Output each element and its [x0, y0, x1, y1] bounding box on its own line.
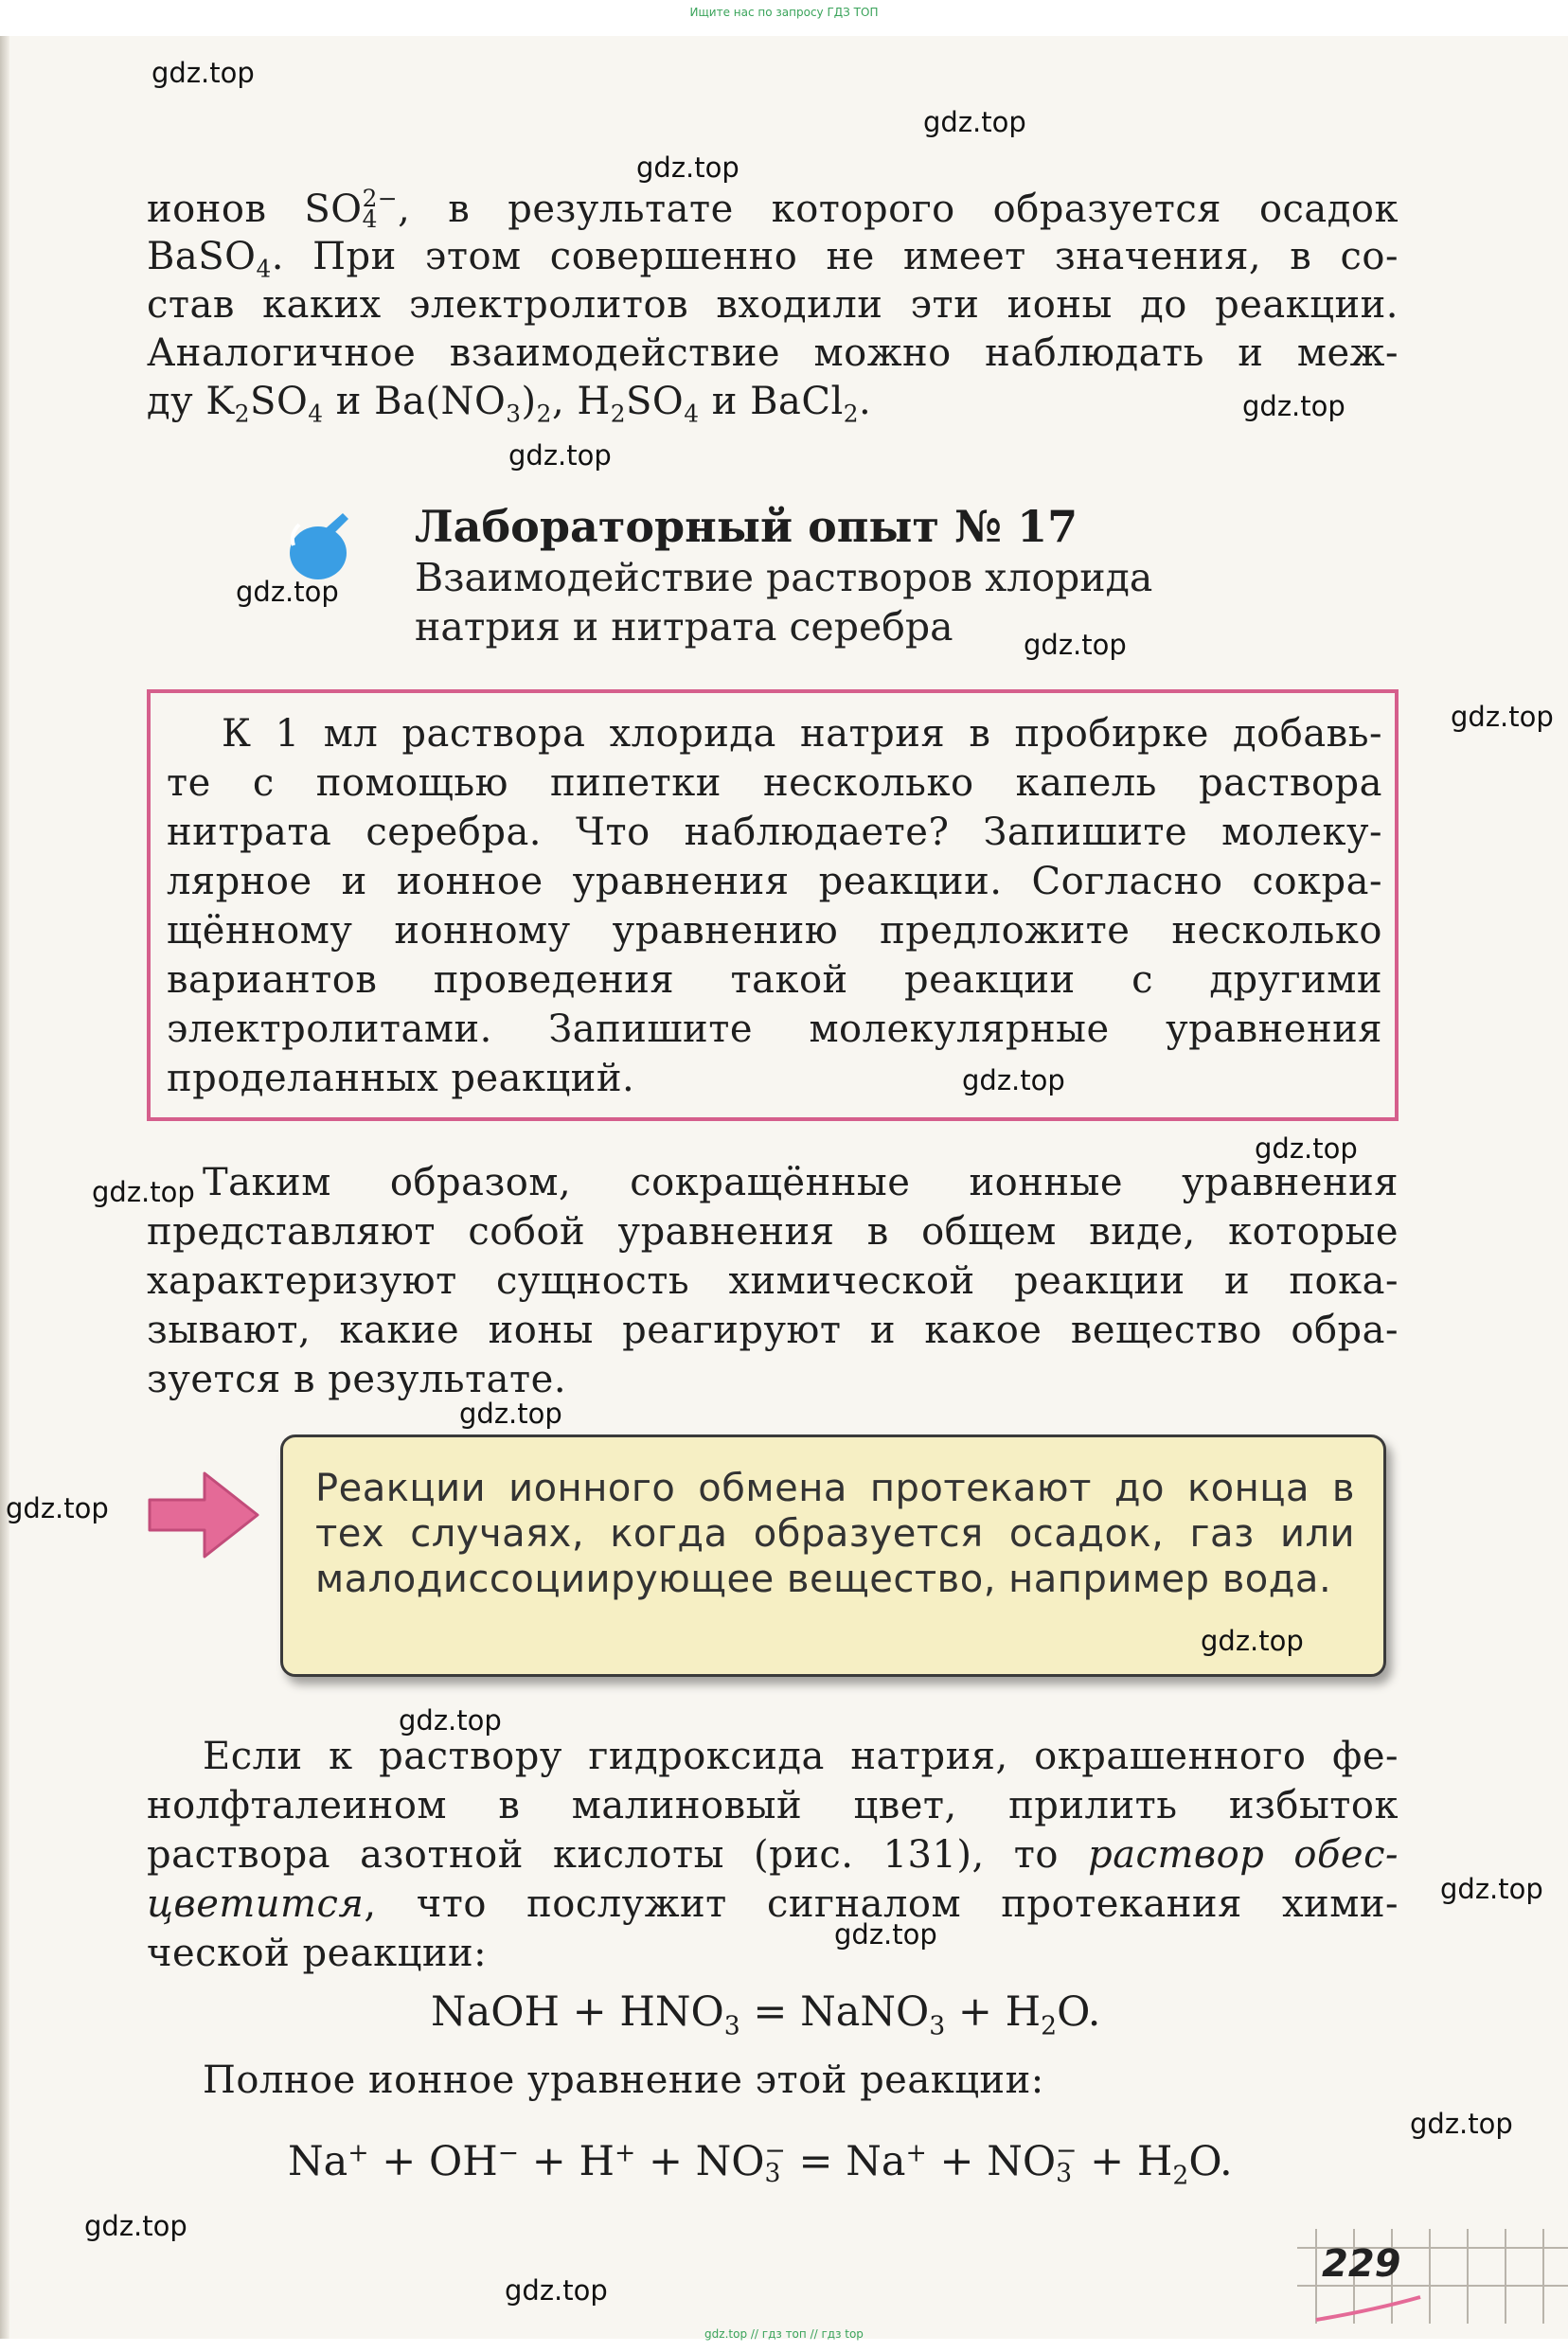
lab-subtitle-line-1: Взаимодействие растворов хлорида: [415, 555, 1153, 600]
intro-line-4: Аналогичное взаимодействие можно наблюдать и меж-: [147, 331, 1399, 375]
task-line-8: проделанных реакций.: [167, 1057, 635, 1100]
example-line-1: Если к раствору гидроксида натрия, окрашенного фе-: [203, 1735, 1399, 1778]
watermark: gdz.top: [1201, 1625, 1304, 1657]
intro-line-3: став каких электролитов входили эти ионы до реакции.: [147, 283, 1399, 327]
watermark: gdz.top: [923, 106, 1026, 138]
ionic-equation: Na+ + OH− + H+ + NO − 3 = Na+ + NO − 3 + $H_2O$.: [288, 2135, 1233, 2191]
watermark: gdz.top: [834, 1918, 937, 1951]
summary-line-5: зуется в результате.: [147, 1358, 567, 1401]
page-number: 229: [1322, 2242, 1401, 2286]
book-spine-shadow: [0, 36, 9, 2339]
watermark: gdz.top: [236, 576, 339, 608]
watermark: gdz.top: [399, 1704, 502, 1737]
watermark: gdz.top: [1410, 2108, 1513, 2140]
task-line-2: те с помощью пипетки несколько капель раствора: [167, 761, 1382, 805]
task-line-5: щённому ионному уравнению предложите несколько: [167, 909, 1382, 953]
watermark: gdz.top: [151, 57, 255, 89]
watermark: gdz.top: [1242, 390, 1345, 422]
header-banner: Ищите нас по запросу ГДЗ ТОП: [689, 6, 879, 19]
lab-title: Лабораторный опыт № 17: [415, 501, 1078, 552]
task-line-1: К 1 мл раствора хлорида натрия в пробирке добавь-: [222, 712, 1382, 756]
watermark: gdz.top: [1024, 629, 1127, 661]
watermark: gdz.top: [962, 1064, 1065, 1096]
watermark: gdz.top: [1451, 701, 1554, 733]
summary-line-2: представляют собой уравнения в общем виде, которые: [147, 1210, 1399, 1254]
task-line-6: вариантов проведения такой реакции с другими: [167, 958, 1382, 1002]
task-line-4: лярное и ионное уравнения реакции. Согласно сокра-: [167, 860, 1382, 903]
summary-line-1: Таким образом, сокращённые ионные уравнения: [203, 1161, 1399, 1204]
intro-line-1: ионов SO 2− 4 , в результате которого образуется осадок: [147, 184, 1399, 234]
lab-subtitle-line-2: натрия и нитрата серебра: [415, 604, 953, 650]
arrow-right-icon: [142, 1466, 265, 1564]
full-ionic-intro: Полное ионное уравнение этой реакции:: [203, 2058, 1044, 2102]
watermark: gdz.top: [1255, 1132, 1358, 1165]
example-line-2: нолфталеином в малиновый цвет, прилить избыток: [147, 1784, 1399, 1827]
watermark: gdz.top: [505, 2274, 608, 2307]
task-line-3: нитрата серебра. Что наблюдаете? Запишите молеку-: [167, 811, 1382, 854]
watermark: gdz.top: [92, 1176, 195, 1208]
watermark: gdz.top: [508, 439, 612, 472]
task-line-7: электролитами. Запишите молекулярные уравнения: [167, 1007, 1382, 1051]
footer-banner: gdz.top // гдз топ // гдз top: [704, 2327, 864, 2341]
watermark: gdz.top: [6, 1492, 109, 1524]
watermark: gdz.top: [636, 151, 739, 184]
summary-line-3: характеризуют сущность химической реакции и пока-: [147, 1259, 1399, 1303]
example-line-4: цветится, что послужит сигналом протекания хими-: [147, 1882, 1399, 1926]
watermark: gdz.top: [84, 2210, 187, 2242]
rule-callout-text: Реакции ионного обмена протекают до конца в тех случаях, когда образуется осадок, газ или малодиссоциирующее вещество, например вода.: [315, 1467, 1355, 1601]
watermark: gdz.top: [459, 1398, 562, 1430]
summary-line-4: зывают, какие ионы реагируют и какое вещество обра-: [147, 1309, 1399, 1352]
lab-experiment-icon: [280, 508, 356, 583]
watermark: gdz.top: [1440, 1873, 1543, 1905]
molecular-equation: NaOH + $HNO_3$ = NaNO$_3$ + $H_2O$.: [431, 1988, 1101, 2041]
example-line-5: ческой реакции:: [147, 1932, 488, 1975]
intro-line-2: BaSO$_4$. При этом совершенно не имеет значения, в со-: [147, 235, 1399, 283]
intro-line-5: ду $K_2SO_4$ и $Ba(NO_3)_2$, $H_2SO_4$ и BaCl$_2$.: [147, 380, 872, 428]
example-line-3: раствора азотной кислоты (рис. 131), то раствор обес-: [147, 1833, 1399, 1877]
